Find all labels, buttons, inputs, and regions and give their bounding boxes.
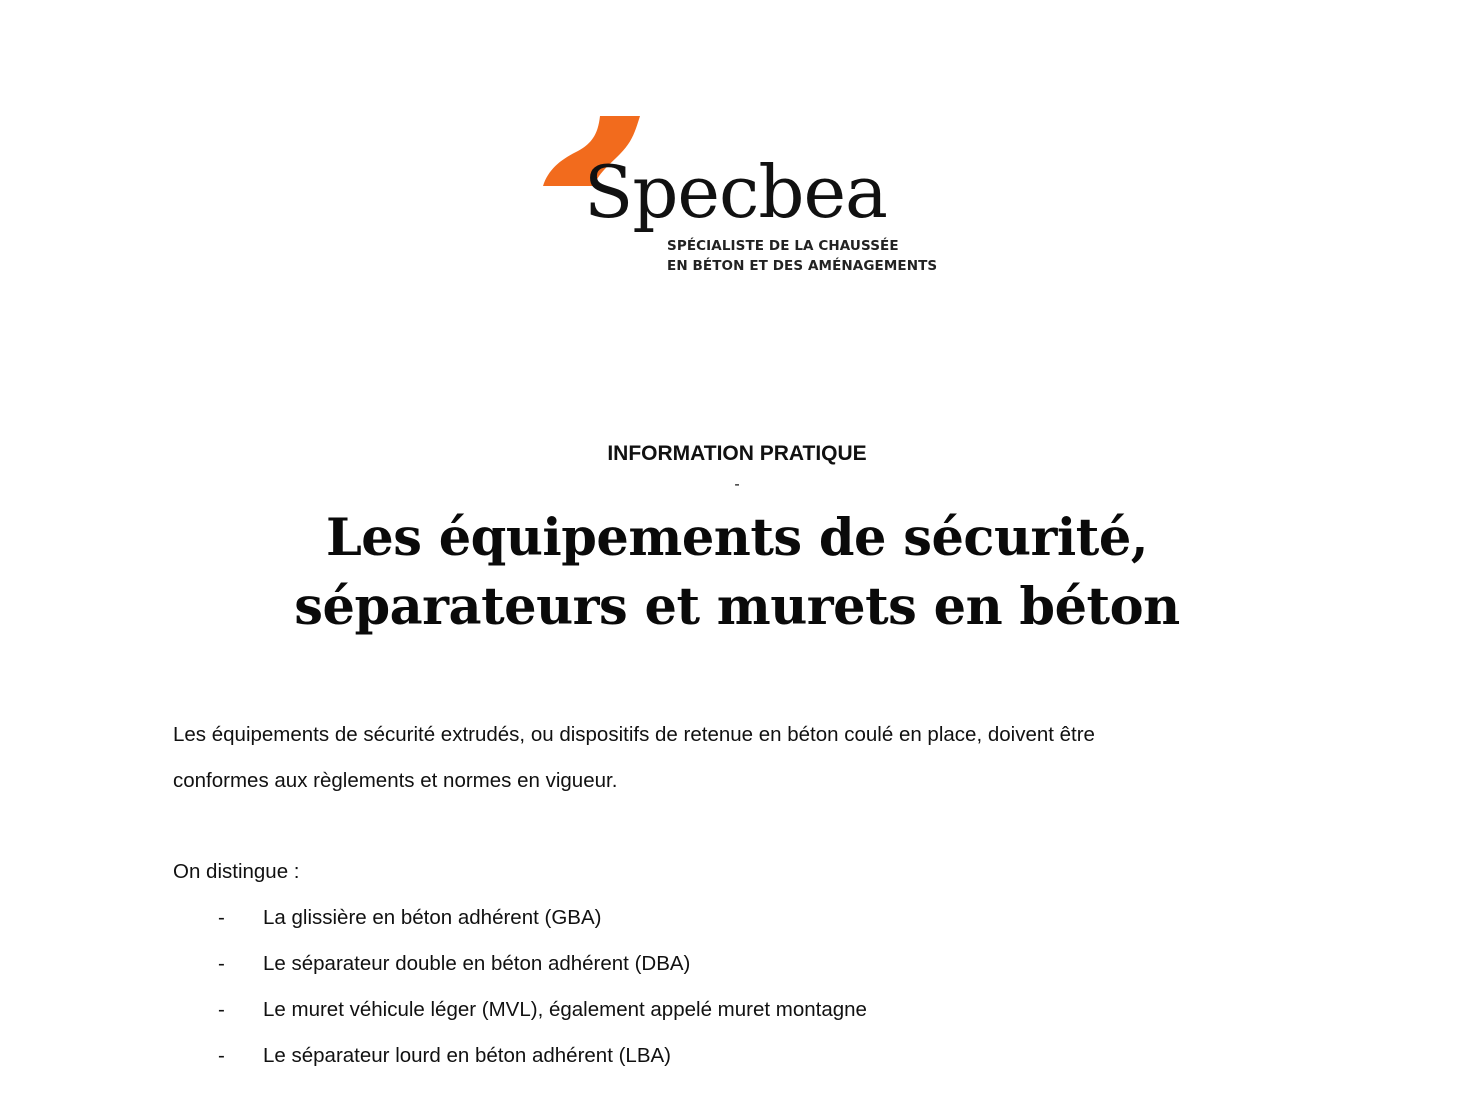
bullet-dash: - bbox=[218, 952, 225, 975]
list-intro: On distingue : bbox=[173, 860, 300, 883]
logo-tagline-line2: EN BÉTON ET DES AMÉNAGEMENTS bbox=[667, 258, 938, 274]
list-item bbox=[173, 987, 1303, 1033]
list-item-text: Le muret véhicule léger (MVL), également appelé muret montagne bbox=[263, 998, 867, 1021]
equipment-list bbox=[173, 895, 1303, 1079]
list-item bbox=[173, 895, 1303, 941]
specbea-logo bbox=[540, 112, 940, 282]
page-title-line1: Les équipements de sécurité, bbox=[325, 508, 1149, 568]
logo-wordmark: Specbea bbox=[584, 150, 887, 234]
header-separator: - bbox=[734, 476, 740, 493]
intro-line2: conformes aux règlements et normes en vigueur. bbox=[173, 769, 618, 792]
bullet-dash: - bbox=[218, 998, 225, 1021]
list-item bbox=[173, 941, 1303, 987]
section-kicker: INFORMATION PRATIQUE bbox=[607, 442, 867, 465]
logo-tagline-line1: SPÉCIALISTE DE LA CHAUSSÉE bbox=[667, 238, 899, 254]
page-title-line2: séparateurs et murets en béton bbox=[294, 577, 1180, 637]
logo-tagline bbox=[667, 236, 937, 276]
list-item bbox=[173, 1033, 1303, 1079]
bullet-dash: - bbox=[218, 906, 225, 929]
document-body bbox=[173, 712, 1303, 1079]
list-item-text: La glissière en béton adhérent (GBA) bbox=[263, 906, 602, 929]
bullet-dash: - bbox=[218, 1044, 225, 1067]
page-title bbox=[0, 504, 1474, 642]
intro-line1: Les équipements de sécurité extrudés, ou dispositifs de retenue en béton coulé en place, doivent être bbox=[173, 723, 1095, 746]
list-item-text: Le séparateur lourd en béton adhérent (LBA) bbox=[263, 1044, 671, 1067]
intro-paragraph bbox=[173, 712, 1303, 804]
list-item-text: Le séparateur double en béton adhérent (DBA) bbox=[263, 952, 691, 975]
